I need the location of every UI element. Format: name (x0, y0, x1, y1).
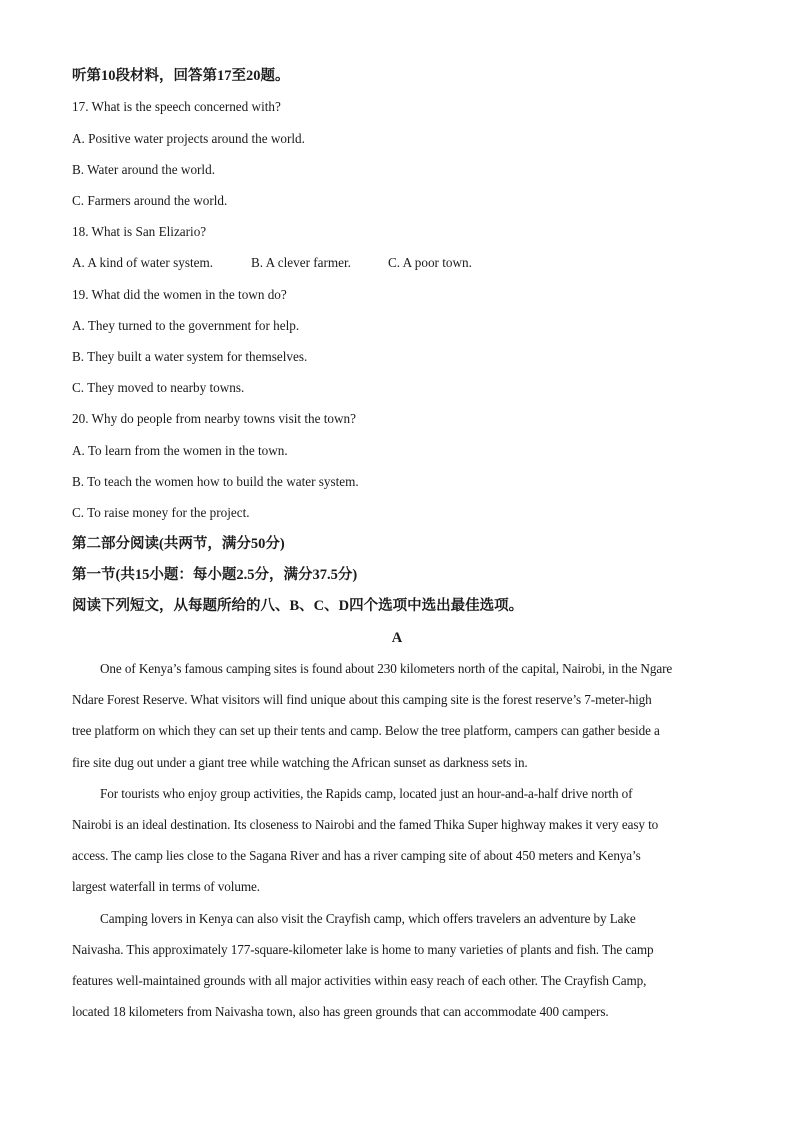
reading-instruction: 阅读下列短文，从每题所给的八、B、C、D四个选项中选出最佳选项。 (72, 598, 524, 614)
question-20-option-c: C. To raise money for the project. (72, 505, 250, 520)
question-18-stem: 18. What is San Elizario? (72, 224, 207, 239)
paragraph-2-line-1: For tourists who enjoy group activities, the Rapids camp, located just an hour-and-a-half drive north of (100, 786, 633, 801)
paragraph-2-line-4: largest waterfall in terms of volume. (72, 879, 260, 894)
paragraph-2-line-3: access. The camp lies close to the Sagana River and has a river camping site of about 450 meters and Kenya’s (72, 848, 641, 863)
question-18-option-b: B. A clever farmer. (251, 255, 351, 270)
reading-part-heading: 第二部分阅读(共两节，满分50分) (72, 536, 285, 552)
question-19-option-c: C. They moved to nearby towns. (72, 380, 245, 395)
paragraph-1-line-2: Ndare Forest Reserve. What visitors will find unique about this camping site is the forest reserve’s 7-meter-high (72, 692, 652, 707)
paragraph-1-line-1: One of Kenya’s famous camping sites is found about 230 kilometers north of the capital, Nairobi, in the Ngare (100, 661, 673, 676)
question-19-stem: 19. What did the women in the town do? (72, 287, 287, 302)
paragraph-3-line-4: located 18 kilometers from Naivasha town, also has green grounds that can accommodate 400 campers. (72, 1004, 609, 1019)
question-19-option-b: B. They built a water system for themselves. (72, 349, 308, 364)
question-18-option-c: C. A poor town. (388, 255, 472, 270)
paragraph-3-line-3: features well-maintained grounds with all major activities within easy reach of each other. The Crayfish Camp, (72, 973, 647, 988)
question-17-stem: 17. What is the speech concerned with? (72, 99, 281, 114)
question-20-option-a: A. To learn from the women in the town. (72, 443, 288, 458)
paragraph-1-line-3: tree platform on which they can set up their tents and camp. Below the tree platform, campers can gather beside a (72, 723, 660, 738)
question-20-option-b: B. To teach the women how to build the water system. (72, 474, 359, 489)
listening-section-heading: 听第10段材料，回答第17至20题。 (72, 68, 290, 84)
paragraph-2-line-2: Nairobi is an ideal destination. Its closeness to Nairobi and the famed Thika Super highway makes it very easy to (72, 817, 659, 832)
reading-section-heading: 第一节(共15小题：每小题2.5分，满分37.5分) (72, 567, 358, 583)
question-18-options (72, 254, 732, 272)
question-19-option-a: A. They turned to the government for help. (72, 318, 300, 333)
question-18-option-a: A. A kind of water system. (72, 255, 214, 270)
question-17-option-a: A. Positive water projects around the world. (72, 131, 305, 146)
passage-label: A (391, 630, 403, 646)
question-17-option-c: C. Farmers around the world. (72, 193, 228, 208)
question-20-stem: 20. Why do people from nearby towns visit the town? (72, 411, 356, 426)
question-17-option-b: B. Water around the world. (72, 162, 215, 177)
paragraph-3-line-1: Camping lovers in Kenya can also visit the Crayfish camp, which offers travelers an adventure by Lake (100, 911, 636, 926)
paragraph-1-line-4: fire site dug out under a giant tree while watching the African sunset as darkness sets in. (72, 755, 528, 770)
paragraph-3-line-2: Naivasha. This approximately 177-square-kilometer lake is home to many varieties of plants and fish. The camp (72, 942, 654, 957)
